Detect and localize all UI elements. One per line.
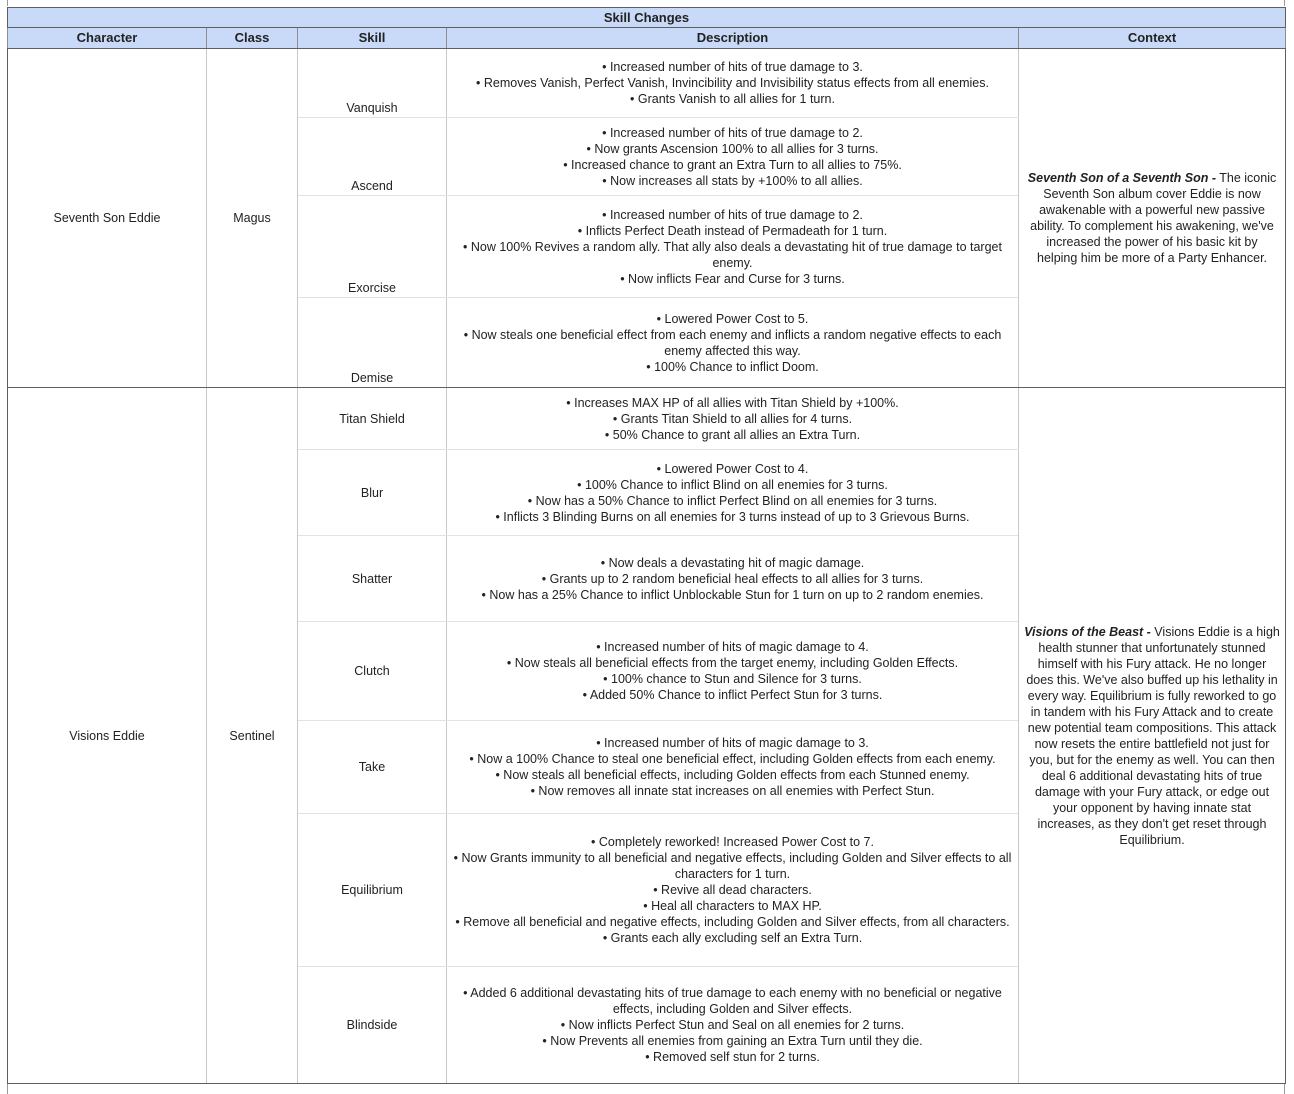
description-bullet: • Now steals all beneficial effects from the target enemy, including Golden Effects. <box>506 656 959 670</box>
header-skill[interactable]: Skill <box>298 28 447 49</box>
skill-cell[interactable]: Ascend <box>298 118 447 196</box>
description-bullet: • Inflicts 3 Blinding Burns on all enemies for 3 turns instead of up to 3 Grievous Burns. <box>495 509 970 524</box>
skill-cell[interactable]: Clutch <box>298 622 447 721</box>
skill-cell[interactable]: Exorcise <box>298 196 447 298</box>
description-bullet: • Now Prevents all enemies from gaining an Extra Turn until they die. <box>542 1034 923 1048</box>
title-row <box>8 8 1286 28</box>
description-bullet: • Grants Titan Shield to all allies for 4 turns. <box>612 411 853 426</box>
description-bullet: • Remove all beneficial and negative effects, including Golden and Silver effects, from all characters. <box>455 915 1010 929</box>
description-bullet: • Increased chance to grant an Extra Turn to all allies to 75%. <box>563 157 902 172</box>
table-title[interactable]: Skill Changes <box>8 8 1286 28</box>
description-cell[interactable] <box>447 298 1019 388</box>
class-cell[interactable]: Magus <box>207 49 298 388</box>
description-bullet: • Removed self stun for 2 turns. <box>645 1050 820 1064</box>
description-bullet: • Completely reworked! Increased Power Cost to 7. <box>591 835 874 849</box>
context-cell[interactable] <box>1019 388 1286 1084</box>
description-cell[interactable] <box>447 118 1019 196</box>
header-context[interactable]: Context <box>1019 28 1286 49</box>
header-character[interactable]: Character <box>8 28 207 49</box>
description-bullet: • 100% chance to Stun and Silence for 3 turns. <box>603 672 862 686</box>
header-description[interactable]: Description <box>447 28 1019 49</box>
description-cell[interactable] <box>447 49 1019 118</box>
description-bullet: • Now has a 50% Chance to inflict Perfect Blind on all enemies for 3 turns. <box>527 493 938 508</box>
description-bullet: • Grants up to 2 random beneficial heal effects to all allies for 3 turns. <box>541 571 924 586</box>
class-cell[interactable]: Sentinel <box>207 388 298 1084</box>
description-bullet: • 100% Chance to inflict Doom. <box>646 359 819 374</box>
description-bullet: • Inflicts Perfect Death instead of Permadeath for 1 turn. <box>577 223 888 238</box>
description-bullet: • Now 100% Revives a random ally. That ally also deals a devastating hit of true damage to target enemy. <box>463 239 1002 270</box>
description-bullet: • Now deals a devastating hit of magic damage. <box>600 555 865 570</box>
description-cell[interactable] <box>447 622 1019 721</box>
description-bullet: • Now has a 25% Chance to inflict Unblockable Stun for 1 turn on up to 2 random enemies. <box>481 587 984 602</box>
skill-cell[interactable]: Equilibrium <box>298 814 447 967</box>
description-bullet: • Grants each ally excluding self an Extra Turn. <box>602 931 863 945</box>
sheet-bottom-edge <box>7 1084 1285 1094</box>
description-bullet: • Now removes all innate stat increases on all enemies with Perfect Stun. <box>530 784 935 798</box>
context-body: The iconic Seventh Son album cover Eddie is now awakenable with a powerful new passive ability. To complement his awakening, we've increased the power of his basic kit by helping him be more of a Party Enhancer. <box>1030 171 1277 265</box>
description-bullet: • Now steals one beneficial effect from each enemy and inflicts a random negative effects to each enemy affected this way. <box>463 327 1002 358</box>
description-bullet: • Increased number of hits of true damage to 3. <box>602 60 863 74</box>
skill-changes-table <box>7 7 1286 1084</box>
character-cell[interactable]: Seventh Son Eddie <box>8 49 207 388</box>
skill-cell[interactable]: Take <box>298 721 447 814</box>
description-bullet: • Increases MAX HP of all allies with Titan Shield by +100%. <box>566 395 899 410</box>
header-row <box>8 28 1286 49</box>
description-bullet: • Increased number of hits of true damage to 2. <box>602 207 863 222</box>
description-cell[interactable] <box>447 450 1019 536</box>
description-bullet: • Added 50% Chance to inflict Perfect Stun for 3 turns. <box>582 688 883 702</box>
description-bullet: • Added 6 additional devastating hits of true damage to each enemy with no beneficial or negative effects, including Golden and Silver effects. <box>463 986 1002 1016</box>
table-row <box>8 388 1286 450</box>
description-cell[interactable] <box>447 536 1019 622</box>
description-bullet: • Increased number of hits of magic damage to 4. <box>596 640 869 654</box>
description-bullet: • 50% Chance to grant all allies an Extra Turn. <box>604 427 861 442</box>
context-title: Seventh Son of a Seventh Son - <box>1027 171 1217 185</box>
skill-cell[interactable]: Titan Shield <box>298 388 447 450</box>
header-class[interactable]: Class <box>207 28 298 49</box>
description-bullet: • Increased number of hits of magic damage to 3. <box>596 736 869 750</box>
context-cell[interactable] <box>1019 49 1286 388</box>
skill-cell[interactable]: Blur <box>298 450 447 536</box>
context-body: Visions Eddie is a high health stunner that unfortunately stunned himself with his Fury attack. He no longer does this. We've also buffed up his lethality in every way. Equilibrium is fully reworked to go in tandem with his Fury Attack and to create new potential team compositions. This attack now resets the entire battlefield not just for you, but for the enemy as well. You can then deal 6 additional devastating hits of true damage with your Fury attack, or edge out your opponent by having innate stat increases, as they don't get reset through Equilibrium. <box>1026 624 1280 847</box>
description-bullet: • Now grants Ascension 100% to all allies for 3 turns. <box>586 141 879 156</box>
sheet-top-edge <box>7 0 1285 6</box>
description-bullet: • Heal all characters to MAX HP. <box>643 899 822 913</box>
context-title: Visions of the Beast - <box>1024 624 1151 639</box>
character-cell[interactable]: Visions Eddie <box>8 388 207 1084</box>
skill-cell[interactable]: Vanquish <box>298 49 447 118</box>
skill-cell[interactable]: Demise <box>298 298 447 388</box>
description-bullet: • Now a 100% Chance to steal one beneficial effect, including Golden effects from each enemy. <box>469 752 996 766</box>
description-cell[interactable] <box>447 388 1019 450</box>
table-row <box>8 49 1286 118</box>
description-bullet: • Lowered Power Cost to 4. <box>656 461 809 476</box>
description-cell[interactable] <box>447 721 1019 814</box>
description-bullet: • Increased number of hits of true damage to 2. <box>602 125 863 140</box>
description-cell[interactable] <box>447 814 1019 967</box>
description-bullet: • Lowered Power Cost to 5. <box>656 311 809 326</box>
description-bullet: • Now steals all beneficial effects, including Golden effects from each Stunned enemy. <box>495 768 970 782</box>
description-bullet: • Now increases all stats by +100% to all allies. <box>602 173 863 188</box>
description-bullet: • Now Grants immunity to all beneficial and negative effects, including Golden and Silver effects to all characters for 1 turn. <box>453 851 1012 881</box>
description-bullet: • Revive all dead characters. <box>653 883 812 897</box>
description-cell[interactable] <box>447 967 1019 1084</box>
description-bullet: • Grants Vanish to all allies for 1 turn. <box>630 92 835 106</box>
skill-cell[interactable]: Blindside <box>298 967 447 1084</box>
description-bullet: • 100% Chance to inflict Blind on all enemies for 3 turns. <box>577 477 888 492</box>
description-bullet: • Removes Vanish, Perfect Vanish, Invincibility and Invisibility status effects from all enemies. <box>476 76 989 90</box>
description-bullet: • Now inflicts Perfect Stun and Seal on all enemies for 2 turns. <box>560 1018 905 1032</box>
description-cell[interactable] <box>447 196 1019 298</box>
description-bullet: • Now inflicts Fear and Curse for 3 turns. <box>620 271 845 286</box>
skill-cell[interactable]: Shatter <box>298 536 447 622</box>
